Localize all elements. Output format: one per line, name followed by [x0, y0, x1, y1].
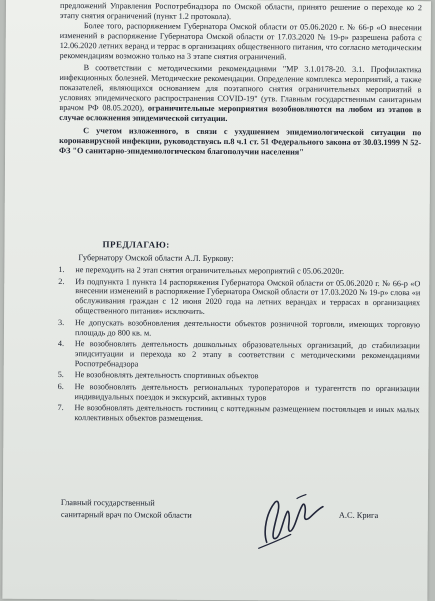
signatory-title-line-1: Главный государственный — [60, 498, 155, 508]
list-item — [57, 403, 419, 425]
item-number: 2. — [58, 276, 65, 286]
item-text: Не возобновлять деятельность гостиниц с коттеджным размещением постояльцев и иных малых коллективных объектов размещения. — [74, 403, 420, 424]
item-text: Не допускать возобновления деятельности объектов розничной торговли, имеющих торговую площадь до 800 кв. м. — [74, 317, 421, 338]
list-item — [58, 265, 420, 277]
signatory-title — [61, 497, 192, 522]
paragraph-2-text: Более того, распоряжением Губернатора Омской области от 05.06.2020 г. № 66-р «О внесении изменений в распоряжение Губернатора Омской области от 17.03.2020 № 19-р» разрешена работа с 12.06.2020 летних веранд и террас в организациях общественного питания, что согласно методическим рекомендациям возможно только на 3 этапе снятия ограничений. — [59, 20, 422, 61]
item-number: 3. — [58, 317, 65, 327]
item-text: Не возобновлять деятельность спортивных объектов — [74, 370, 259, 381]
paragraph-4 — [59, 126, 421, 158]
paragraph-1-text: предложений Управления Роспотребнадзора по Омской области, принято решение о переходе ко 2 этапу снятия ограничений (пункт 1.2 протокола). — [59, 1, 422, 21]
item-number: 6. — [57, 381, 64, 391]
item-text: не переходить на 2 этап снятия ограничительных мероприятий с 05.06.2020г. — [75, 265, 345, 276]
item-text: Не возобновлять деятельность дошкольных образовательных организаций, до стабилизации эпидситуации и перехода ко 2 этапу в соответствии с методическими рекомендациями Роспотребнадзора — [74, 339, 420, 369]
list-item — [58, 318, 420, 340]
handwritten-signature — [253, 490, 325, 552]
addressee: Губернатору Омской области А.Л. Буркову: — [78, 253, 234, 264]
signatory-name: А.С. Крига — [338, 510, 379, 520]
item-text: Из подпункта 1 пункта 14 распоряжения Губернатора Омской области от 05.06.2020 г. № 66-р «О внесении изменений в распоряжение Губернатора Омской области от 17.03.2020 № 19-р» слова «и обслуживания граждан с 12 июня 2020 года на летних верандах и террасах в организациях общественного питания» исключить. — [75, 276, 421, 317]
propose-heading: ПРЕДЛАГАЮ: — [102, 239, 170, 250]
item-number: 7. — [57, 403, 64, 413]
paragraph-1 — [60, 1, 422, 23]
paragraph-2 — [60, 21, 422, 63]
item-number: 5. — [57, 370, 64, 380]
paragraph-3 — [59, 63, 421, 125]
item-number: 1. — [58, 265, 65, 275]
document-page — [2, 0, 431, 601]
signatory-title-line-2: санитарный врач по Омской области — [60, 510, 192, 520]
paragraph-3-bold-text: ограничительные мероприятия возобновляются на любом из этапов в случае осложнения эпидемической ситуации. — [59, 103, 422, 124]
list-item — [58, 382, 420, 404]
body-text — [59, 1, 422, 158]
list-item — [58, 339, 420, 371]
paragraph-4-text: С учетом изложенного, в связи с ухудшением эпидемиологической ситуации по коронавирусной инфекции, руководствуясь п.8 ч.1 ст. 51 Федерального закона от 30.03.1999 N 52-ФЗ "О санитарно-эпидемиологическом благополучии населения" — [59, 126, 422, 157]
item-text: Не возобновлять деятельность региональных туроператоров и турагентств по организации индивидуальных поездок и экскурсий, активных туров — [74, 382, 420, 403]
paragraph-3-text: В соответствии с методическими рекомендациями "МР 3.1.0178-20. 3.1. Профилактика инфекционных болезней. Методические рекомендации. Определение комплекса мероприятий, а также показателей, являющихся основанием для поэтапного снятия ограничительных мероприятий в условиях эпидемического распространения COVID-19" (утв. Главным государственным санитарным врачом РФ 08.05.2020), — [59, 63, 422, 113]
list-item — [58, 370, 420, 382]
list-item — [58, 277, 420, 319]
proposal-list — [57, 265, 420, 427]
item-number: 4. — [57, 339, 65, 349]
